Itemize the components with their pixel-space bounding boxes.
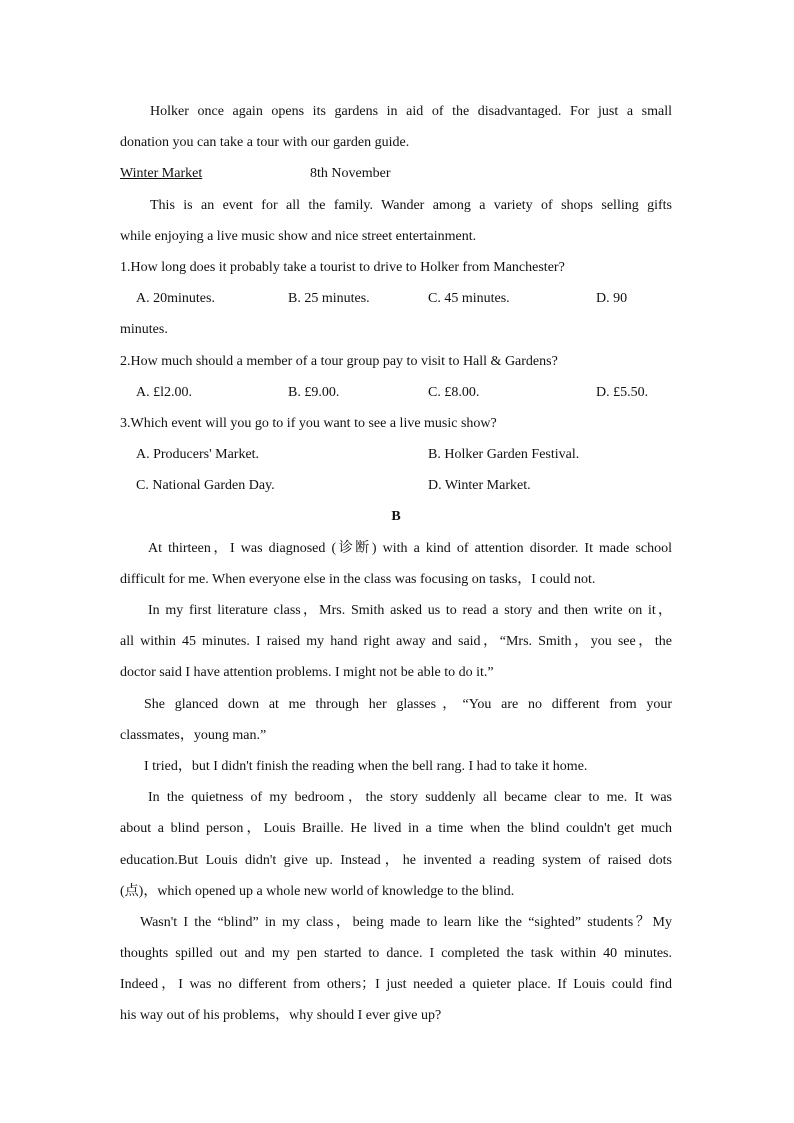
passage-line: education.But Louis didn't give up. Instead，he invented a reading system of raised dots — [120, 852, 672, 868]
winter-market-line-2: while enjoying a live music show and nice street entertainment. — [120, 228, 477, 244]
section-b-title: B — [391, 509, 401, 525]
q2-option-d: D. £5.50. — [596, 384, 649, 400]
q3-option-a: A. Producers' Market. — [136, 447, 260, 463]
intro-line-1: Holker once again opens its gardens in aid of the disadvantaged. For just a small — [150, 104, 672, 119]
passage-line: doctor said I have attention problems. I might not be able to do it.” — [120, 665, 494, 681]
event-date: 8th November — [310, 166, 391, 182]
question-3-options-row-1 — [120, 439, 672, 470]
passage-line: Indeed，I was no different from others；I just needed a quieter place. If Louis could find — [120, 977, 672, 993]
winter-market-line-1: This is an event for all the family. Wander among a variety of shops selling gifts — [150, 197, 672, 213]
q1-option-b: B. 25 minutes. — [288, 291, 370, 307]
passage-line: difficult for me. When everyone else in the class was focusing on tasks，I could not. — [120, 571, 596, 587]
passage-line: Wasn't I the “blind” in my class，being made to learn like the “sighted” students？My — [140, 914, 672, 930]
question-3-stem: 3.Which event will you go to if you want to see a live music show? — [120, 415, 497, 431]
passage-line: about a blind person，Louis Braille. He lived in a time when the blind couldn't get much — [120, 821, 672, 837]
passage-line: At thirteen，I was diagnosed (诊断) with a kind of attention disorder. It made school — [148, 540, 672, 556]
passage-line: In the quietness of my bedroom，the story suddenly all became clear to me. It was — [148, 790, 672, 806]
passage-line: In my first literature class，Mrs. Smith asked us to read a story and then write on it， — [148, 603, 672, 618]
event-title: Winter Market — [120, 166, 203, 182]
passage-line: thoughts spilled out and my pen started to dance. I completed the task within 40 minutes. — [120, 946, 672, 962]
question-2-stem: 2.How much should a member of a tour group pay to visit to Hall & Gardens? — [120, 353, 558, 369]
question-3-options-row-2 — [120, 470, 672, 501]
passage-line: all within 45 minutes. I raised my hand right away and said，“Mrs. Smith，you see，the — [120, 634, 672, 650]
passage-line: (点)，which opened up a whole new world of knowledge to the blind. — [120, 883, 515, 899]
q2-option-c: C. £8.00. — [428, 384, 480, 400]
q1-option-c: C. 45 minutes. — [428, 291, 510, 307]
q1-option-d-overflow: minutes. — [120, 322, 168, 338]
document-page — [120, 96, 672, 1032]
q1-option-d: D. 90 — [596, 291, 628, 307]
passage-line: classmates，young man.” — [120, 727, 267, 743]
question-2-options — [120, 377, 672, 408]
passage-line: She glanced down at me through her glasses，“You are no different from your — [144, 696, 672, 712]
intro-line-2: donation you can take a tour with our garden guide. — [120, 135, 410, 151]
q3-option-b: B. Holker Garden Festival. — [428, 447, 580, 463]
question-1-stem: 1.How long does it probably take a tourist to drive to Holker from Manchester? — [120, 259, 565, 275]
passage-line: I tried，but I didn't finish the reading when the bell rang. I had to take it home. — [144, 758, 588, 774]
q3-option-c: C. National Garden Day. — [136, 478, 275, 494]
q1-option-a: A. 20minutes. — [136, 291, 215, 307]
q3-option-d: D. Winter Market. — [428, 478, 531, 494]
winter-market-heading — [120, 158, 672, 189]
passage-line: his way out of his problems，why should I ever give up? — [120, 1008, 442, 1024]
q2-option-b: B. £9.00. — [288, 384, 340, 400]
q2-option-a: A. £l2.00. — [136, 384, 192, 400]
question-1-options — [120, 283, 672, 314]
